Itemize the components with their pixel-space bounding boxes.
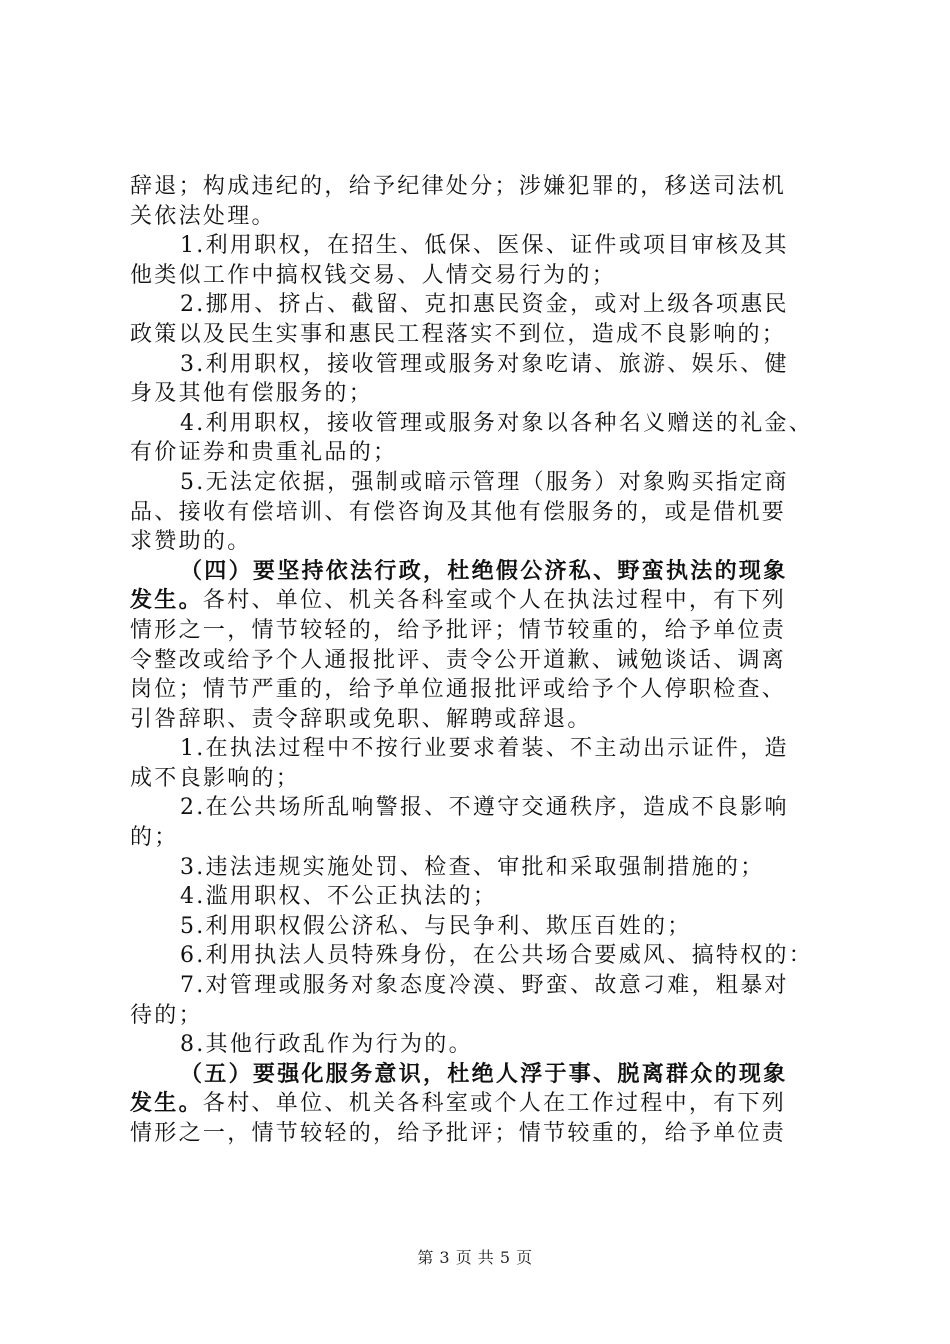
- body-text: 8.其他行政乱作为行为的。: [180, 1032, 473, 1058]
- text-line: [130, 764, 830, 794]
- text-line: [130, 912, 830, 942]
- body-text: 的；: [130, 825, 179, 851]
- text-line: [130, 1030, 830, 1060]
- text-line: [130, 586, 830, 616]
- text-line: [130, 941, 830, 971]
- text-line: [130, 261, 830, 291]
- text-line: [130, 320, 830, 350]
- body-text: 3.利用职权，接收管理或服务对象吃请、旅游、娱乐、健: [180, 351, 789, 377]
- text-line: [130, 1119, 830, 1149]
- text-line: [130, 379, 830, 409]
- body-text: 各村、单位、机关各科室或个人在执法过程中，有下列: [202, 588, 787, 614]
- body-text: 2.在公共场所乱响警报、不遵守交通秩序，造成不良影响: [180, 795, 789, 821]
- text-line: [130, 438, 830, 468]
- text-line: [130, 793, 830, 823]
- text-line: [130, 1060, 830, 1090]
- body-text: 身及其他有偿服务的；: [130, 381, 374, 407]
- body-text: 1.在执法过程中不按行业要求着装、不主动出示证件，造: [180, 736, 789, 762]
- body-text: 关依法处理。: [130, 203, 276, 229]
- body-text: 求赞助的。: [130, 529, 252, 555]
- text-line: [130, 231, 830, 261]
- body-text: 4.利用职权，接收管理或服务对象以各种名义赠送的礼金、: [180, 410, 814, 436]
- body-text: 有价证券和贵重礼品的；: [130, 440, 398, 466]
- body-text: 4.滥用职权、不公正执法的；: [180, 884, 498, 910]
- text-line: [130, 1001, 830, 1031]
- body-text: 他类似工作中搞权钱交易、人情交易行为的；: [130, 262, 617, 288]
- text-line: [130, 675, 830, 705]
- text-line: [130, 616, 830, 646]
- text-line: [130, 971, 830, 1001]
- body-text: 7.对管理或服务对象态度冷漠、野蛮、故意刁难，粗暴对: [180, 973, 789, 999]
- text-line: [130, 882, 830, 912]
- text-line: [130, 705, 830, 735]
- body-text: 各村、单位、机关各科室或个人在工作过程中，有下列: [202, 1091, 787, 1117]
- body-text: 情形之一，情节较轻的，给予批评；情节较重的，给予单位责: [130, 1121, 787, 1146]
- text-line: [130, 172, 830, 202]
- text-line: [130, 527, 830, 557]
- document-body: [130, 172, 830, 1149]
- body-text: 政策以及民生实事和惠民工程落实不到位，造成不良影响的；: [130, 321, 787, 347]
- text-line: [130, 1089, 830, 1119]
- body-text: 2.挪用、挤占、截留、克扣惠民资金，或对上级各项惠民: [180, 292, 789, 318]
- body-text: 6.利用执法人员特殊身份，在公共场合要威风、搞特权的：: [180, 943, 814, 969]
- text-line: [130, 468, 830, 498]
- body-text: 5.无法定依据，强制或暗示管理（服务）对象购买指定商: [180, 469, 789, 495]
- bold-heading-text: （四）要坚持依法行政，杜绝假公济私、野蛮执法的现象: [180, 557, 788, 584]
- text-line: [130, 350, 830, 380]
- body-text: 岗位；情节严重的，给予单位通报批评或给予个人停职检查、: [130, 677, 787, 703]
- body-text: 引咎辞职、责令辞职或免职、解聘或辞退。: [130, 706, 592, 732]
- body-text: 令整改或给予个人通报批评、责令公开道歉、诫勉谈话、调离: [130, 647, 787, 673]
- bold-heading-text: 发生。: [130, 587, 203, 614]
- text-line: [130, 498, 830, 528]
- text-line: [130, 290, 830, 320]
- text-line: [130, 823, 830, 853]
- page-footer: 第 3 页 共 5 页: [417, 1248, 533, 1267]
- body-text: 3.违法违规实施处罚、检查、审批和采取强制措施的；: [180, 854, 765, 880]
- body-text: 辞退；构成违纪的，给予纪律处分；涉嫌犯罪的，移送司法机: [130, 174, 787, 199]
- body-text: 情形之一，情节较轻的，给予批评；情节较重的，给予单位责: [130, 617, 787, 643]
- text-line: [130, 202, 830, 232]
- text-line: [130, 557, 830, 587]
- body-text: 1.利用职权，在招生、低保、医保、证件或项目审核及其: [180, 233, 789, 259]
- bold-heading-text: 发生。: [130, 1090, 203, 1117]
- body-text: 品、接收有偿培训、有偿咨询及其他有偿服务的，或是借机要: [130, 499, 787, 525]
- body-text: 待的；: [130, 1002, 203, 1028]
- text-line: [130, 646, 830, 676]
- text-line: [130, 853, 830, 883]
- text-line: [130, 734, 830, 764]
- body-text: 成不良影响的；: [130, 765, 301, 791]
- bold-heading-text: （五）要强化服务意识，杜绝人浮于事、脱离群众的现象: [180, 1060, 788, 1087]
- text-line: [130, 409, 830, 439]
- body-text: 5.利用职权假公济私、与民争利、欺压百姓的；: [180, 913, 692, 939]
